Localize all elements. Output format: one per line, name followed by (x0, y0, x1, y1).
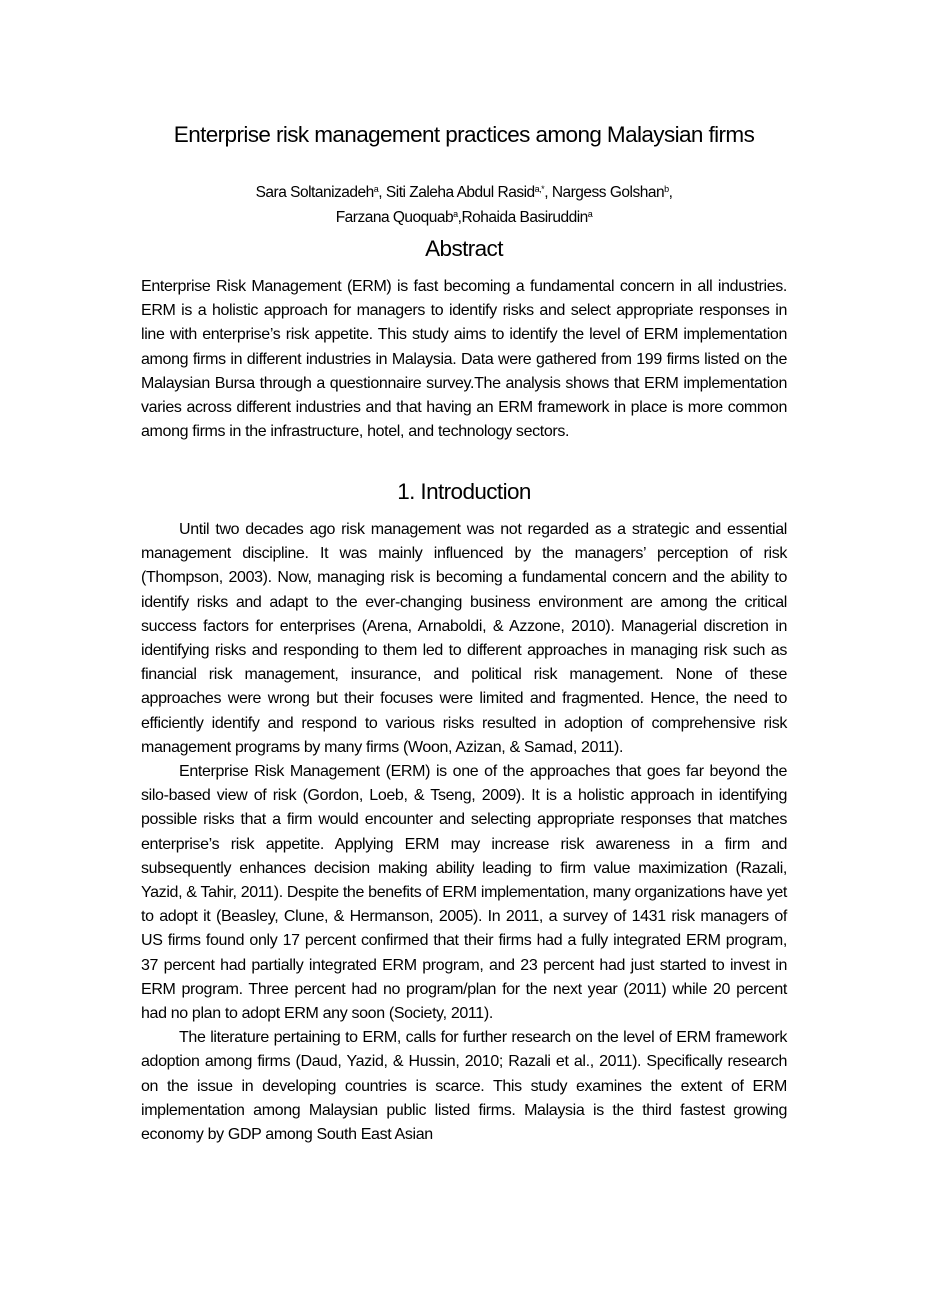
abstract-heading: Abstract (425, 236, 503, 261)
author-separator: , (668, 184, 673, 201)
author-name: Nargess Golshan (551, 184, 665, 201)
author-affiliation: a (453, 209, 458, 219)
paper-title: Enterprise risk management practices among Malaysian firms (173, 122, 755, 147)
introduction-heading: 1. Introduction (397, 479, 531, 504)
author-separator: , (457, 209, 462, 226)
author-line-2 (141, 205, 787, 230)
abstract-text: Enterprise Risk Management (ERM) is fast becoming a fundamental concern in all industries. ERM is a holistic approach for managers to identify risks and select appropriate responses in line with enterprise’s risk appetite. This study aims to identify the level of ERM implementation among firms in different industries in Malaysia. Data were gathered from 199 firms listed on the Malaysian Bursa through a questionnaire survey.The analysis shows that ERM implementation varies across different industries and that having an ERM framework in place is more common among firms in the infrastructure, hotel, and technology sectors. (141, 278, 787, 441)
author-name: Siti Zaleha Abdul Rasid (385, 184, 535, 201)
author-affiliation: a,* (534, 184, 545, 194)
author-separator: , (544, 184, 552, 201)
author-line-1 (141, 180, 787, 205)
author-name: Rohaida Basiruddin (461, 209, 588, 226)
introduction-paragraph: Until two decades ago risk management was not regarded as a strategic and essential management discipline. It was mainly influenced by the managers’ perception of risk (Thompson, 2003). Now, managing risk is becoming a fundamental concern and the ability to identify risks and adapt to the ever-changing business environment are among the critical success factors for enterprises (Arena, Arnaboldi, & Azzone, 2010). Managerial discretion in identifying risks and responding to them led to different approaches in managing risk such as financial risk management, insurance, and political risk management. None of these approaches were wrong but their focuses were limited and fragmented. Hence, the need to efficiently identify and respond to various risks resulted in adoption of comprehensive risk management programs by many firms (Woon, Azizan, & Samad, 2011). (141, 521, 787, 756)
author-name: Farzana Quoquab (335, 209, 454, 226)
author-name: Sara Soltanizadeh (255, 184, 374, 201)
author-affiliation: a (587, 209, 593, 219)
introduction-paragraph: Enterprise Risk Management (ERM) is one of the approaches that goes far beyond the silo-based view of risk (Gordon, Loeb, & Tseng, 2009). It is a holistic approach in identifying possible risks that a firm would encounter and selecting appropriate responses that matches enterprise’s risk appetite. Applying ERM may increase risk awareness in a firm and subsequently enhances decision making ability leading to firm value maximization (Razali, Yazid, & Tahir, 2011). Despite the benefits of ERM implementation, many organizations have yet to adopt it (Beasley, Clune, & Hermanson, 2005). In 2011, a survey of 1431 risk managers of US firms found only 17 percent confirmed that their firms had a fully integrated ERM program, 37 percent had partially integrated ERM program, and 23 percent had just started to invest in ERM program. Three percent had no program/plan for the next year (2011) while 20 percent had no plan to adopt ERM any soon (Society, 2011). (141, 763, 787, 1023)
author-separator: , (378, 184, 386, 201)
author-list (141, 180, 787, 230)
introduction-paragraph: The literature pertaining to ERM, calls for further research on the level of ERM framework adoption among firms (Daud, Yazid, & Hussin, 2010; Razali et al., 2011). Specifically research on the issue in developing countries is scarce. This study examines the extent of ERM implementation among Malaysian public listed firms. Malaysia is the third fastest growing economy by GDP among South East Asian (141, 1029, 787, 1144)
abstract-section (141, 275, 787, 444)
author-affiliation: b (664, 184, 669, 194)
author-affiliation: a (373, 184, 379, 194)
introduction-section (141, 518, 787, 1147)
